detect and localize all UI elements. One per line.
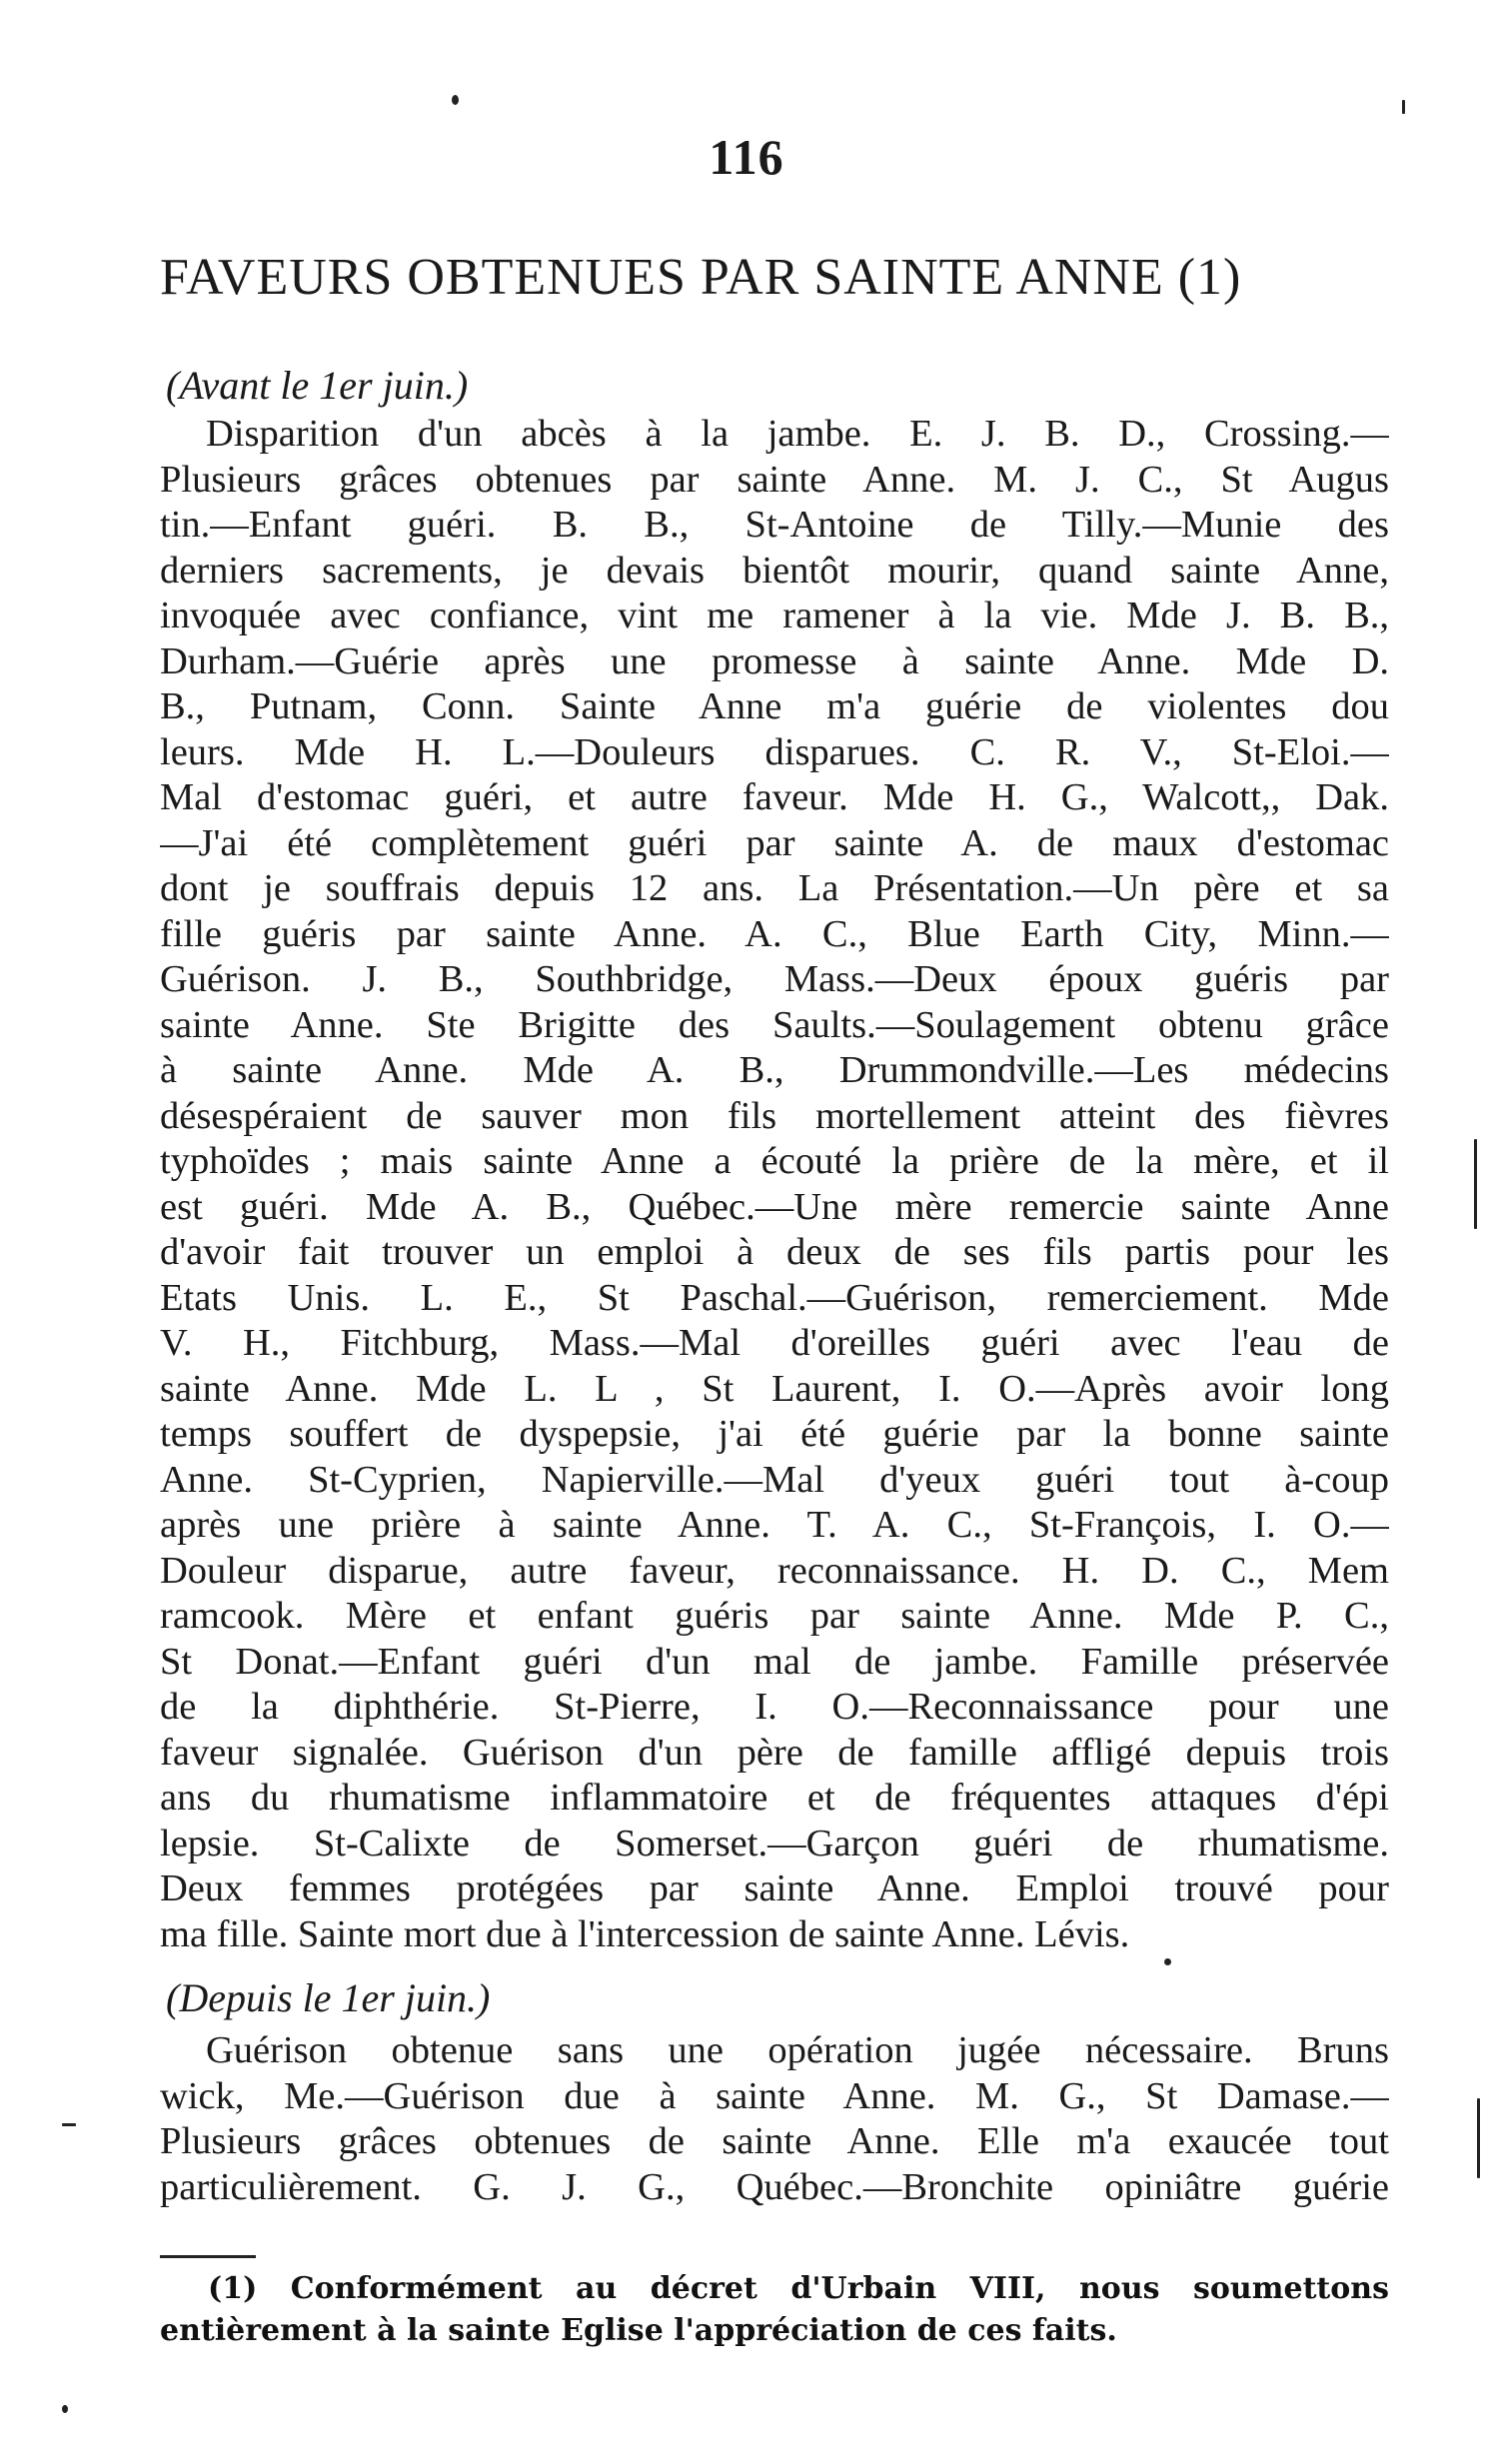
section-after-text <box>160 2028 1389 2210</box>
text-line: Durham.—Guérie après une promesse à sainte Anne. Mde D. <box>160 639 1389 682</box>
text-line: St Donat.—Enfant guéri d'un mal de jambe. Famille préservée <box>160 1640 1389 1683</box>
print-speck <box>1164 1958 1171 1965</box>
footnote-line: (1) Conformément au décret d'Urbain VIII, nous soumettons <box>208 2271 1389 2306</box>
page-title: FAVEURS OBTENUES PAR SAINTE ANNE (1) <box>160 249 1242 306</box>
print-speck <box>1474 1139 1477 1229</box>
text-line: tin.—Enfant guéri. B. B., St-Antoine de Tilly.—Munie des <box>160 504 1389 546</box>
text-line: ramcook. Mère et enfant guéris par sainte Anne. Mde P. C., <box>160 1595 1389 1637</box>
text-line: particulièrement. G. J. G., Québec.—Bronchite opiniâtre guérie <box>160 2165 1389 2208</box>
footnote-line: entièrement à la sainte Eglise l'appréciation de ces faits. <box>160 2313 1117 2348</box>
text-line: Douleur disparue, autre faveur, reconnaissance. H. D. C., Mem <box>160 1549 1389 1592</box>
text-line: à sainte Anne. Mde A. B., Drummondville.—Les médecins <box>160 1049 1389 1091</box>
text-line: lepsie. St-Calixte de Somerset.—Garçon guéri de rhumatisme. <box>160 1822 1389 1864</box>
text-line: Guérison obtenue sans une opération jugée nécessaire. Bruns <box>206 2029 1389 2071</box>
text-line: après une prière à sainte Anne. T. A. C., St-François, I. O.— <box>160 1504 1389 1546</box>
print-speck <box>62 2405 68 2413</box>
text-line: est guéri. Mde A. B., Québec.—Une mère remercie sainte Anne <box>160 1185 1389 1228</box>
text-line: d'avoir fait trouver un emploi à deux de ses fils partis pour les <box>160 1231 1389 1273</box>
print-speck <box>62 2123 76 2126</box>
text-line: invoquée avec confiance, vint me ramener à la vie. Mde J. B. B., <box>160 595 1389 636</box>
text-line: leurs. Mde H. L.—Douleurs disparues. C. R. V., St-Eloi.— <box>160 730 1389 773</box>
text-line: derniers sacrements, je devais bientôt mourir, quand sainte Anne, <box>160 549 1389 592</box>
text-line: sainte Anne. Mde L. L , St Laurent, I. O.—Après avoir long <box>160 1367 1389 1410</box>
text-line: B., Putnam, Conn. Sainte Anne m'a guérie de violentes dou <box>160 685 1389 727</box>
text-line: fille guéris par sainte Anne. A. C., Blue Earth City, Minn.— <box>160 912 1389 955</box>
footnote-divider <box>160 2255 256 2258</box>
text-line: Disparition d'un abcès à la jambe. E. J. B. D., Crossing.— <box>206 413 1389 455</box>
footnote <box>160 2268 1389 2352</box>
text-line: dont je souffrais depuis 12 ans. La Présentation.—Un père et sa <box>160 867 1389 909</box>
text-line: faveur signalée. Guérison d'un père de famille affligé depuis trois <box>160 1731 1389 1774</box>
section-heading-after: (Depuis le 1er juin.) <box>166 1975 491 2020</box>
text-line: —J'ai été complètement guéri par sainte A. de maux d'estomac <box>160 821 1389 864</box>
text-line: désespéraient de sauver mon fils mortellement atteint des fièvres <box>160 1094 1389 1137</box>
page-number: 116 <box>709 129 784 185</box>
text-line: de la diphthérie. St-Pierre, I. O.—Reconnaissance pour une <box>160 1686 1389 1728</box>
text-line: sainte Anne. Ste Brigitte des Saults.—Soulagement obtenu grâce <box>160 1003 1389 1046</box>
print-speck <box>1477 2098 1480 2178</box>
text-line: ma fille. Sainte mort due à l'intercession de sainte Anne. Lévis. <box>160 1912 1130 1955</box>
text-line: Anne. St-Cyprien, Napierville.—Mal d'yeux guéri tout à-coup <box>160 1458 1389 1501</box>
text-line: ans du rhumatisme inflammatoire et de fréquentes attaques d'épi <box>160 1777 1389 1819</box>
section-heading-before: (Avant le 1er juin.) <box>166 363 469 408</box>
text-line: Etats Unis. L. E., St Paschal.—Guérison, remerciement. Mde <box>160 1276 1389 1319</box>
text-line: V. H., Fitchburg, Mass.—Mal d'oreilles guéri avec l'eau de <box>160 1322 1389 1364</box>
text-line: Deux femmes protégées par sainte Anne. Emploi trouvé pour <box>160 1867 1389 1909</box>
text-line: Plusieurs grâces obtenues par sainte Anne. M. J. C., St Augus <box>160 458 1389 501</box>
text-line: wick, Me.—Guérison due à sainte Anne. M. G., St Damase.— <box>160 2074 1389 2117</box>
section-before-text <box>160 412 1389 1957</box>
print-speck <box>1402 100 1405 114</box>
text-line: Plusieurs grâces obtenues de sainte Anne. Elle m'a exaucée tout <box>160 2120 1389 2162</box>
text-line: temps souffert de dyspepsie, j'ai été guérie par la bonne sainte <box>160 1413 1389 1455</box>
print-speck <box>452 95 459 105</box>
text-line: typhoïdes ; mais sainte Anne a écouté la prière de la mère, et il <box>160 1140 1389 1182</box>
text-line: Guérison. J. B., Southbridge, Mass.—Deux époux guéris par <box>160 958 1389 1000</box>
text-line: Mal d'estomac guéri, et autre faveur. Mde H. G., Walcott,, Dak. <box>160 776 1389 818</box>
